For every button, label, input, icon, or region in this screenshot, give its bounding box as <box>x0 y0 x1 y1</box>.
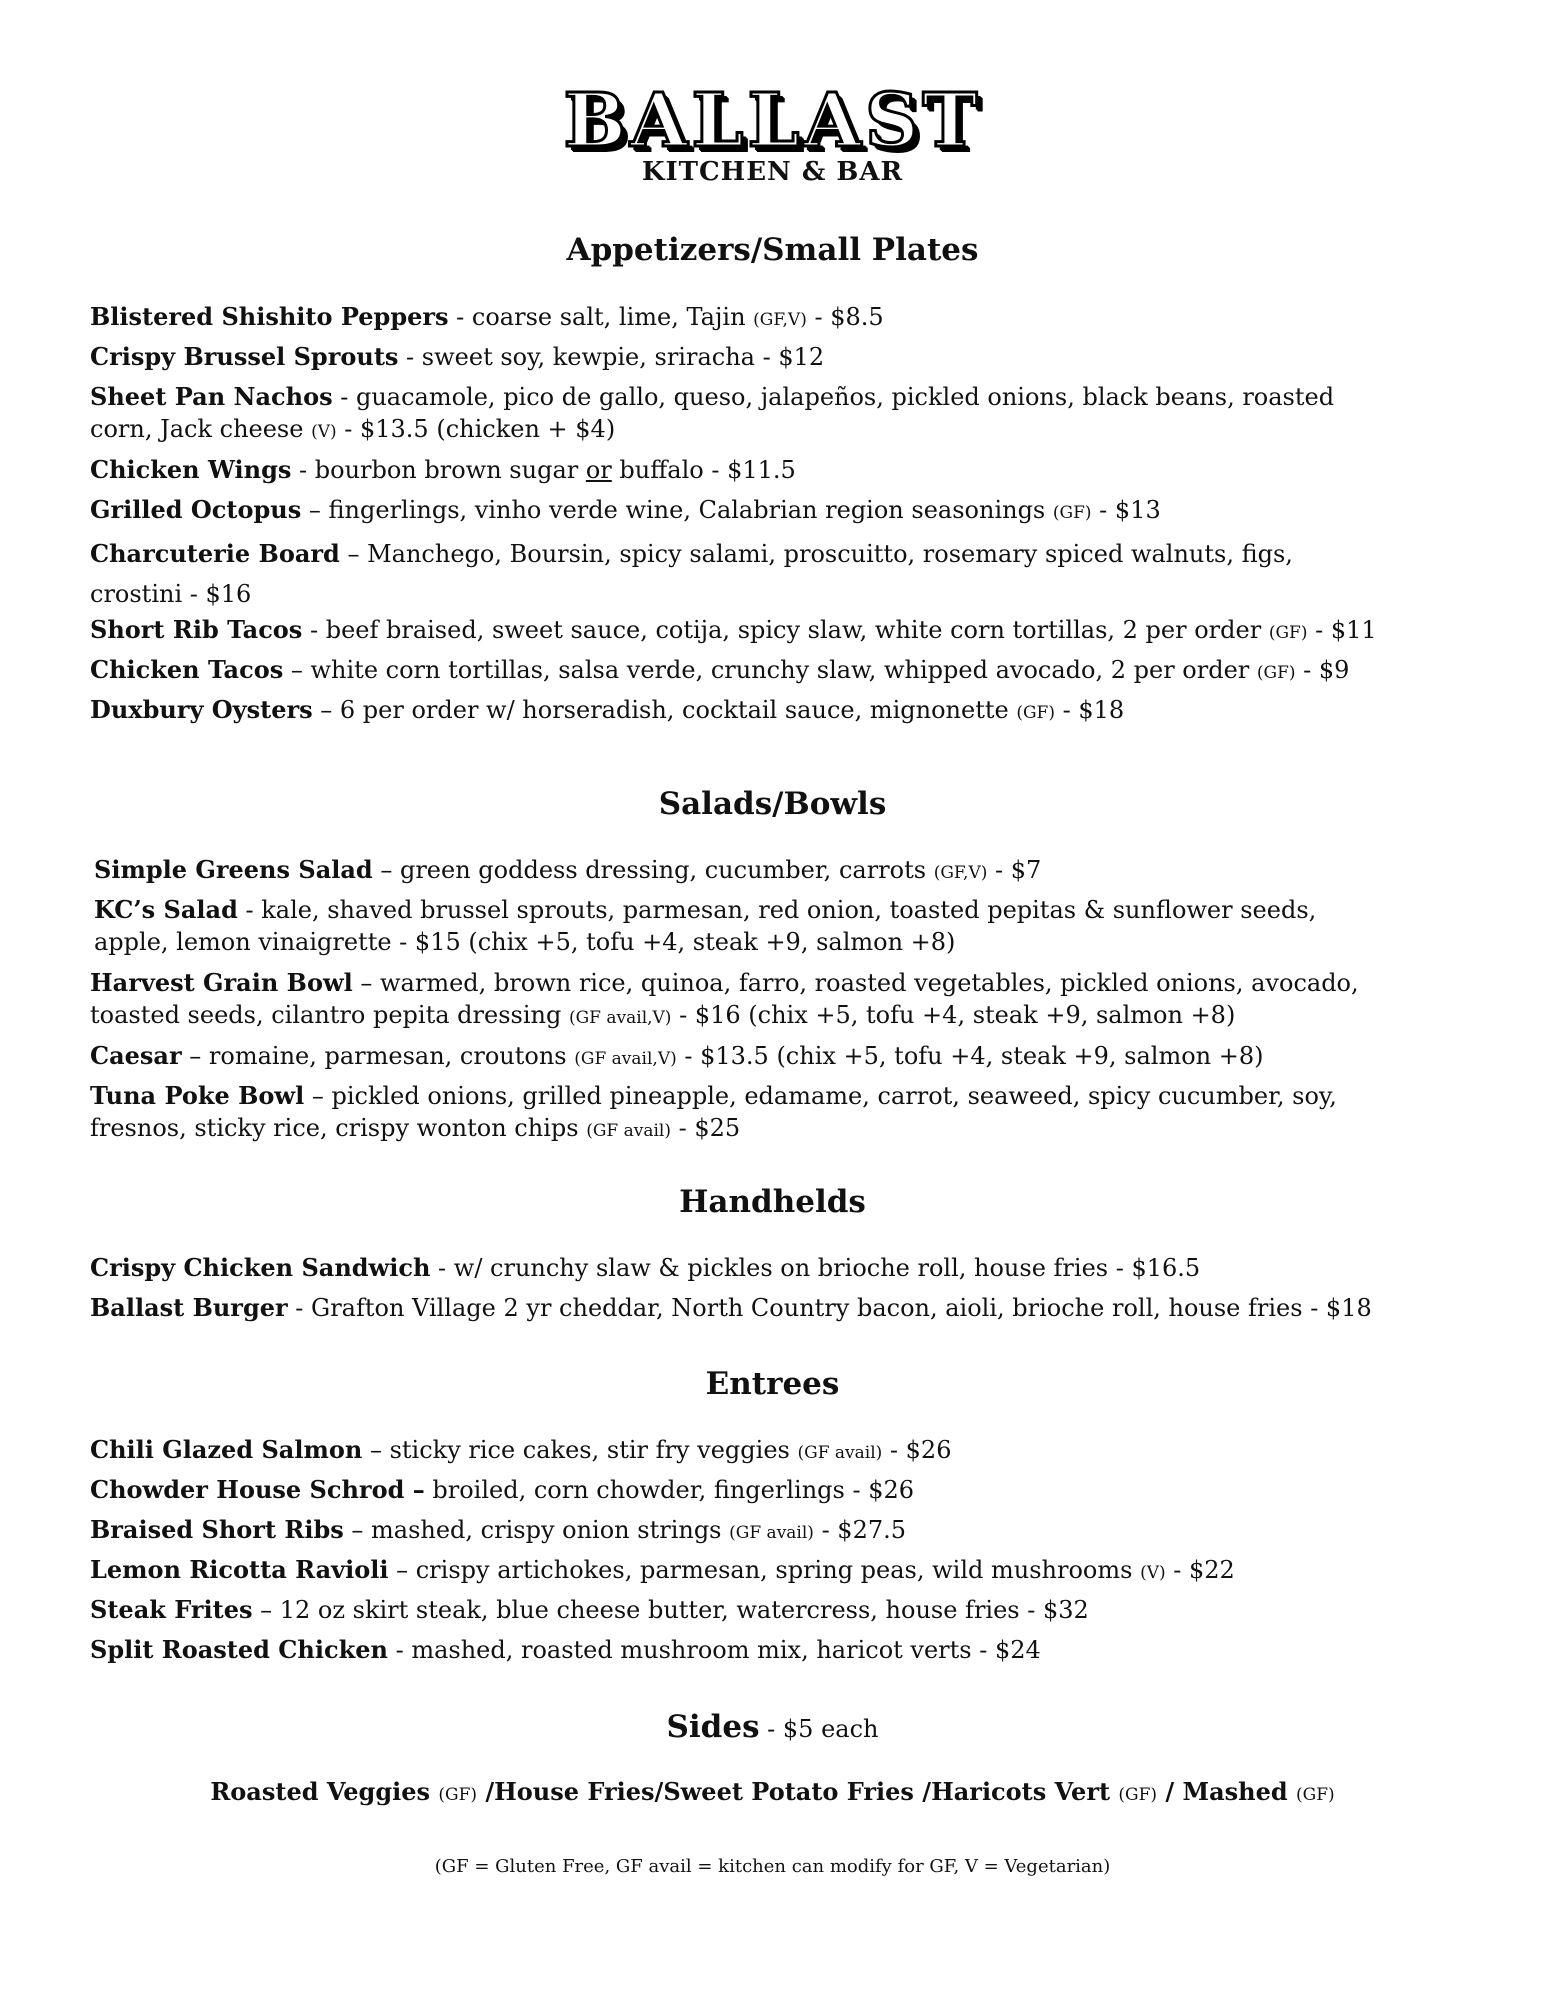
item-description: sticky rice cakes, stir fry veggies <box>389 1436 798 1464</box>
item-separator: – <box>283 656 311 684</box>
diet-tag: (GF) <box>1268 623 1308 643</box>
section-title-salads: Salads/Bowls <box>658 786 887 822</box>
item-description: bourbon brown sugar <box>314 456 586 484</box>
item-separator: – <box>304 1082 332 1110</box>
item-separator: – <box>362 1436 390 1464</box>
item-separator: - <box>387 1636 412 1664</box>
item-name: Short Rib Tacos <box>90 615 303 644</box>
item-name: Grilled Octopus <box>90 495 302 524</box>
side-item: / Mashed <box>1157 1777 1297 1806</box>
item-description-cont: corn, Jack cheese <box>90 415 312 443</box>
diet-tag: (GF) <box>438 1785 477 1805</box>
menu-item <box>94 854 1454 889</box>
menu-item <box>90 1292 1450 1324</box>
menu-item <box>90 1080 1450 1147</box>
menu-item <box>90 614 1450 649</box>
item-separator: - <box>332 383 356 411</box>
item-description: mashed, roasted mushroom mix, haricot verts - $24 <box>411 1636 1041 1664</box>
item-separator: - <box>448 303 472 331</box>
restaurant-subtitle: KITCHEN & BAR <box>641 157 904 187</box>
item-separator: – <box>252 1596 280 1624</box>
item-separator: - <box>287 1294 312 1322</box>
item-price: - $13.5 (chix +5, tofu +4, steak +9, salmon +8) <box>676 1042 1264 1070</box>
item-separator: - <box>237 896 262 924</box>
item-description: beef braised, sweet sauce, cotija, spicy slaw, white corn tortillas, 2 per order <box>325 616 1269 644</box>
item-name: Caesar <box>90 1041 182 1070</box>
menu-item <box>90 1554 1450 1589</box>
item-description-cont: toasted seeds, cilantro pepita dressing <box>90 1001 569 1029</box>
diet-tag: (GF avail,V) <box>574 1049 677 1069</box>
item-price: - $25 <box>670 1114 741 1142</box>
item-price: - $7 <box>987 856 1042 884</box>
item-description: Manchego, Boursin, spicy salami, proscuitto, rosemary spiced walnuts, figs, <box>367 540 1293 568</box>
menu-item <box>90 1252 1450 1284</box>
item-name: Sheet Pan Nachos <box>90 382 333 411</box>
item-separator: - <box>398 343 422 371</box>
diet-tag: (GF,V) <box>933 863 988 883</box>
item-name: Duxbury Oysters <box>90 695 313 724</box>
item-price: - $9 <box>1295 656 1350 684</box>
item-description: crispy artichokes, parmesan, spring peas, wild mushrooms <box>415 1556 1141 1584</box>
item-name: Tuna Poke Bowl <box>90 1081 305 1110</box>
item-separator: – <box>352 969 380 997</box>
item-separator: – <box>372 856 400 884</box>
item-description: sweet soy, kewpie, sriracha - $12 <box>421 343 825 371</box>
item-description: mashed, crispy onion strings <box>371 1516 730 1544</box>
menu-item <box>90 301 1450 336</box>
item-name: Braised Short Ribs <box>90 1515 344 1544</box>
menu-item <box>90 454 1450 486</box>
item-price: - $22 <box>1165 1556 1235 1584</box>
diet-tag: (GF avail) <box>586 1121 671 1141</box>
item-price: - $18 <box>1054 696 1125 724</box>
item-description: pickled onions, grilled pineapple, edamame, carrot, seaweed, spicy cucumber, soy, <box>331 1082 1337 1110</box>
diet-tag: (GF) <box>1052 503 1092 523</box>
item-name: Crispy Brussel Sprouts <box>90 342 399 371</box>
menu-item <box>90 381 1450 448</box>
diet-tag: (GF) <box>1118 1785 1158 1805</box>
menu-item <box>90 1434 1450 1469</box>
item-description-cont: crostini - $16 <box>90 580 252 608</box>
menu-item <box>90 341 1450 373</box>
item-description: green goddess dressing, cucumber, carrots <box>399 856 934 884</box>
item-price: - $26 <box>882 1436 952 1464</box>
item-price: - $16 (chix +5, tofu +4, steak +9, salmon +8) <box>671 1001 1236 1029</box>
section-title-appetizers: Appetizers/Small Plates <box>566 232 979 268</box>
menu-item <box>90 494 1450 529</box>
item-name: Chicken Tacos <box>90 655 284 684</box>
item-description-or: or <box>585 456 612 484</box>
item-name: Chicken Wings <box>90 455 292 484</box>
sides-price-note: - $5 each <box>759 1715 879 1743</box>
item-name: Split Roasted Chicken <box>90 1635 388 1664</box>
item-description: romaine, parmesan, croutons <box>208 1042 575 1070</box>
diet-tag: (GF avail) <box>729 1523 814 1543</box>
diet-tag: (GF) <box>1296 1785 1335 1805</box>
side-item: /House Fries/Sweet Potato Fries /Haricots Vert <box>477 1777 1119 1806</box>
menu-item <box>90 1514 1450 1549</box>
item-description-cont: fresnos, sticky rice, crispy wonton chips <box>90 1114 587 1142</box>
item-description: guacamole, pico de gallo, queso, jalapeños, pickled onions, black beans, roasted <box>355 383 1335 411</box>
sides-title: Sides <box>666 1709 760 1745</box>
diet-tag: (GF,V) <box>753 310 807 330</box>
item-name: Charcuterie Board <box>90 539 340 568</box>
item-price: - $27.5 <box>813 1516 907 1544</box>
item-name: Crispy Chicken Sandwich <box>90 1253 431 1282</box>
restaurant-logo: BALLAST <box>563 78 982 164</box>
item-name: Steak Frites <box>90 1595 253 1624</box>
diet-tag: (GF avail) <box>797 1443 883 1463</box>
section-title-sides <box>0 1710 1545 1744</box>
item-price: - $13.5 (chicken + $4) <box>336 415 616 443</box>
menu-item <box>90 1634 1450 1666</box>
item-description: kale, shaved brussel sprouts, parmesan, red onion, toasted pepitas & sunflower seeds, <box>261 896 1317 924</box>
item-name: Blistered Shishito Peppers <box>90 302 449 331</box>
item-name: Harvest Grain Bowl <box>90 968 353 997</box>
item-description-cont: apple, lemon vinaigrette - $15 (chix +5, tofu +4, steak +9, salmon +8) <box>94 928 956 956</box>
dietary-legend: (GF = Gluten Free, GF avail = kitchen can modify for GF, V = Vegetarian) <box>434 1856 1111 1877</box>
item-separator: – <box>388 1556 416 1584</box>
menu-item <box>90 967 1450 1034</box>
item-description: 12 oz skirt steak, blue cheese butter, watercress, house fries - $32 <box>279 1596 1089 1624</box>
item-separator: – <box>181 1042 209 1070</box>
menu-item <box>90 1040 1450 1075</box>
item-separator: – <box>312 696 340 724</box>
item-separator: - <box>430 1254 454 1282</box>
diet-tag: (V) <box>311 422 337 442</box>
item-name: Chowder House Schrod – <box>90 1475 425 1504</box>
side-item: Roasted Veggies <box>210 1777 439 1806</box>
item-name: Chili Glazed Salmon <box>90 1435 363 1464</box>
item-name: KC’s Salad <box>94 895 238 924</box>
diet-tag: (V) <box>1140 1563 1166 1583</box>
menu-item <box>90 1474 1450 1506</box>
item-price: - $11 <box>1307 616 1377 644</box>
sides-list <box>0 1777 1545 1806</box>
item-name: Simple Greens Salad <box>94 855 373 884</box>
menu-item <box>90 534 1450 614</box>
item-description: w/ crunchy slaw & pickles on brioche roll, house fries - $16.5 <box>453 1254 1201 1282</box>
item-description: broiled, corn chowder, fingerlings - $26 <box>432 1476 915 1504</box>
item-price: - $13 <box>1091 496 1161 524</box>
menu-item <box>90 694 1450 729</box>
section-title-handhelds: Handhelds <box>679 1184 866 1220</box>
section-title-entrees: Entrees <box>705 1366 840 1402</box>
menu-item <box>90 654 1450 689</box>
item-description: coarse salt, lime, Tajin <box>471 303 754 331</box>
item-separator: – <box>301 496 329 524</box>
item-description: white corn tortillas, salsa verde, crunchy slaw, whipped avocado, 2 per order <box>310 656 1257 684</box>
menu-item <box>94 894 1454 958</box>
item-description: 6 per order w/ horseradish, cocktail sauce, mignonette <box>339 696 1017 724</box>
item-description: fingerlings, vinho verde wine, Calabrian region seasonings <box>328 496 1053 524</box>
item-separator: – <box>339 540 368 568</box>
item-separator: - <box>302 616 326 644</box>
item-separator: - <box>291 456 315 484</box>
item-name: Ballast Burger <box>90 1293 288 1322</box>
item-description: warmed, brown rice, quinoa, farro, roasted vegetables, pickled onions, avocado, <box>380 969 1359 997</box>
menu-item <box>90 1594 1450 1626</box>
diet-tag: (GF) <box>1016 703 1055 723</box>
diet-tag: (GF) <box>1256 663 1296 683</box>
item-name: Lemon Ricotta Ravioli <box>90 1555 389 1584</box>
item-description: buffalo - $11.5 <box>611 456 796 484</box>
item-price: - $8.5 <box>806 303 884 331</box>
item-separator: – <box>343 1516 372 1544</box>
item-description: Grafton Village 2 yr cheddar, North Country bacon, aioli, brioche roll, house fries - $18 <box>311 1294 1372 1322</box>
diet-tag: (GF avail,V) <box>568 1008 672 1028</box>
